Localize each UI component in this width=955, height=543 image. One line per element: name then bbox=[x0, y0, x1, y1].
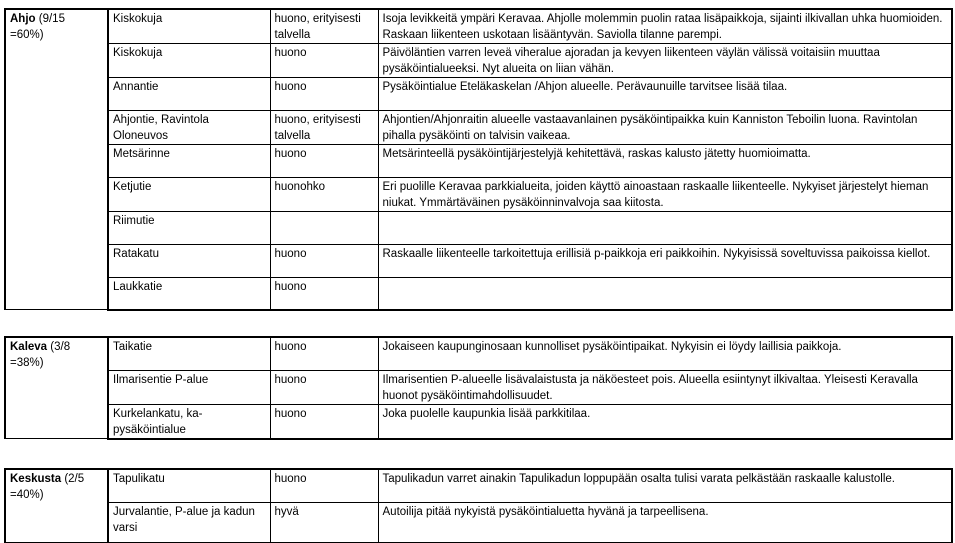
rating-cell: huono bbox=[270, 404, 378, 439]
area-stat: (9/15 bbox=[35, 13, 65, 25]
rating-cell bbox=[270, 212, 378, 245]
table-row bbox=[5, 212, 952, 245]
area-stat-percent: =60%) bbox=[10, 29, 44, 41]
street-cell: Laukkatie bbox=[108, 278, 270, 310]
street-cell: Ahjontie, Ravintola Oloneuvos bbox=[108, 111, 270, 145]
area-stat-percent: =40%) bbox=[10, 489, 44, 501]
area-name: Keskusta bbox=[10, 473, 62, 485]
table-row bbox=[5, 9, 952, 44]
table-row bbox=[5, 469, 952, 502]
street-cell: Jurvalantie, P-alue ja kadun varsi bbox=[108, 502, 270, 542]
rating-cell: huonohko bbox=[270, 178, 378, 212]
street-cell: Taikatie bbox=[108, 337, 270, 370]
area-cell bbox=[5, 469, 108, 542]
comment-cell: Eri puolille Keravaa parkkialueita, joiden käyttö ainoastaan raskaalle liikenteelle. Nykyiset järjestelyt hieman niukat. Ymmärtäväinen pysäköinninvalvoja saa kiitosta. bbox=[378, 178, 952, 212]
table-row bbox=[5, 404, 952, 439]
area-table-ahjo bbox=[4, 8, 953, 311]
rating-cell: huono bbox=[270, 78, 378, 111]
table-row bbox=[5, 78, 952, 111]
area-stat: (2/5 bbox=[61, 473, 85, 485]
street-cell: Annantie bbox=[108, 78, 270, 111]
table-row bbox=[5, 337, 952, 370]
street-cell: Ketjutie bbox=[108, 178, 270, 212]
comment-cell: Autoilija pitää nykyistä pysäköintialuetta hyvänä ja tarpeellisena. bbox=[378, 502, 952, 542]
street-cell: Tapulikatu bbox=[108, 469, 270, 502]
table-row bbox=[5, 245, 952, 278]
comment-cell: Metsärinteellä pysäköintijärjestelyjä kehitettävä, raskas kalusto jätetty huomioimatta. bbox=[378, 145, 952, 178]
street-cell: Kiskokuja bbox=[108, 9, 270, 44]
area-stat: (3/8 bbox=[47, 341, 71, 353]
area-cell bbox=[5, 9, 108, 310]
rating-cell: hyvä bbox=[270, 502, 378, 542]
comment-cell: Isoja levikkeitä ympäri Keravaa. Ahjolle molemmin puolin rataa lisäpaikkoja, sijainti ilkivallan uhka huomioiden. Raskaan liikenteen uskotaan lisääntyvän. Saviolla tilanne parempi. bbox=[378, 9, 952, 44]
rating-cell: huono bbox=[270, 278, 378, 310]
table-row bbox=[5, 111, 952, 145]
table-row bbox=[5, 178, 952, 212]
area-name: Kaleva bbox=[10, 341, 48, 353]
street-cell: Ratakatu bbox=[108, 245, 270, 278]
area-table-keskusta bbox=[4, 468, 953, 543]
table-row bbox=[5, 278, 952, 310]
comment-cell bbox=[378, 278, 952, 310]
area-cell bbox=[5, 337, 108, 439]
rating-cell: huono bbox=[270, 337, 378, 370]
comment-cell: Joka puolelle kaupunkia lisää parkkitilaa. bbox=[378, 404, 952, 439]
rating-cell: huono bbox=[270, 370, 378, 404]
comment-cell: Ilmarisentien P-alueelle lisävalaistusta ja näköesteet pois. Alueella esiintynyt ilkivaltaa. Yleisesti Keravalla huonot pysäköintimahdollisuudet. bbox=[378, 370, 952, 404]
table-row bbox=[5, 502, 952, 542]
street-cell: Kurkelankatu, ka-pysäköintialue bbox=[108, 404, 270, 439]
rating-cell: huono, erityisesti talvella bbox=[270, 111, 378, 145]
table-row bbox=[5, 370, 952, 404]
street-cell: Riimutie bbox=[108, 212, 270, 245]
area-name: Ahjo bbox=[10, 13, 36, 25]
comment-cell: Pysäköintialue Eteläkaskelan /Ahjon alueelle. Perävaunuille tarvitsee lisää tilaa. bbox=[378, 78, 952, 111]
rating-cell: huono bbox=[270, 145, 378, 178]
street-cell: Metsärinne bbox=[108, 145, 270, 178]
rating-cell: huono bbox=[270, 469, 378, 502]
street-cell: Kiskokuja bbox=[108, 44, 270, 78]
rating-cell: huono bbox=[270, 44, 378, 78]
comment-cell: Päivöläntien varren leveä viheralue ajoradan ja kevyen liikenteen väylän välissä voitaisiin muuttaa pysäköintialueeksi. Nyt alueita on liian vähän. bbox=[378, 44, 952, 78]
comment-cell: Ahjontien/Ahjonraitin alueelle vastaavanlainen pysäköintipaikka kuin Kanniston Teboilin luona. Ravintolan pihalla pysäköinti on talvisin vaikeaa. bbox=[378, 111, 952, 145]
area-stat-percent: =38%) bbox=[10, 357, 44, 369]
area-table-kaleva bbox=[4, 336, 953, 440]
rating-cell: huono, erityisesti talvella bbox=[270, 9, 378, 44]
table-row bbox=[5, 145, 952, 178]
rating-cell: huono bbox=[270, 245, 378, 278]
comment-cell: Tapulikadun varret ainakin Tapulikadun loppupään osalta tulisi varata pelkästään raskaalle kalustolle. bbox=[378, 469, 952, 502]
comment-cell bbox=[378, 212, 952, 245]
comment-cell: Raskaalle liikenteelle tarkoitettuja erillisiä p-paikkoja eri paikkoihin. Nykyisissä soveltuvissa paikoissa kiellot. bbox=[378, 245, 952, 278]
comment-cell: Jokaiseen kaupunginosaan kunnolliset pysäköintipaikat. Nykyisin ei löydy laillisia paikkoja. bbox=[378, 337, 952, 370]
table-row bbox=[5, 44, 952, 78]
street-cell: Ilmarisentie P-alue bbox=[108, 370, 270, 404]
